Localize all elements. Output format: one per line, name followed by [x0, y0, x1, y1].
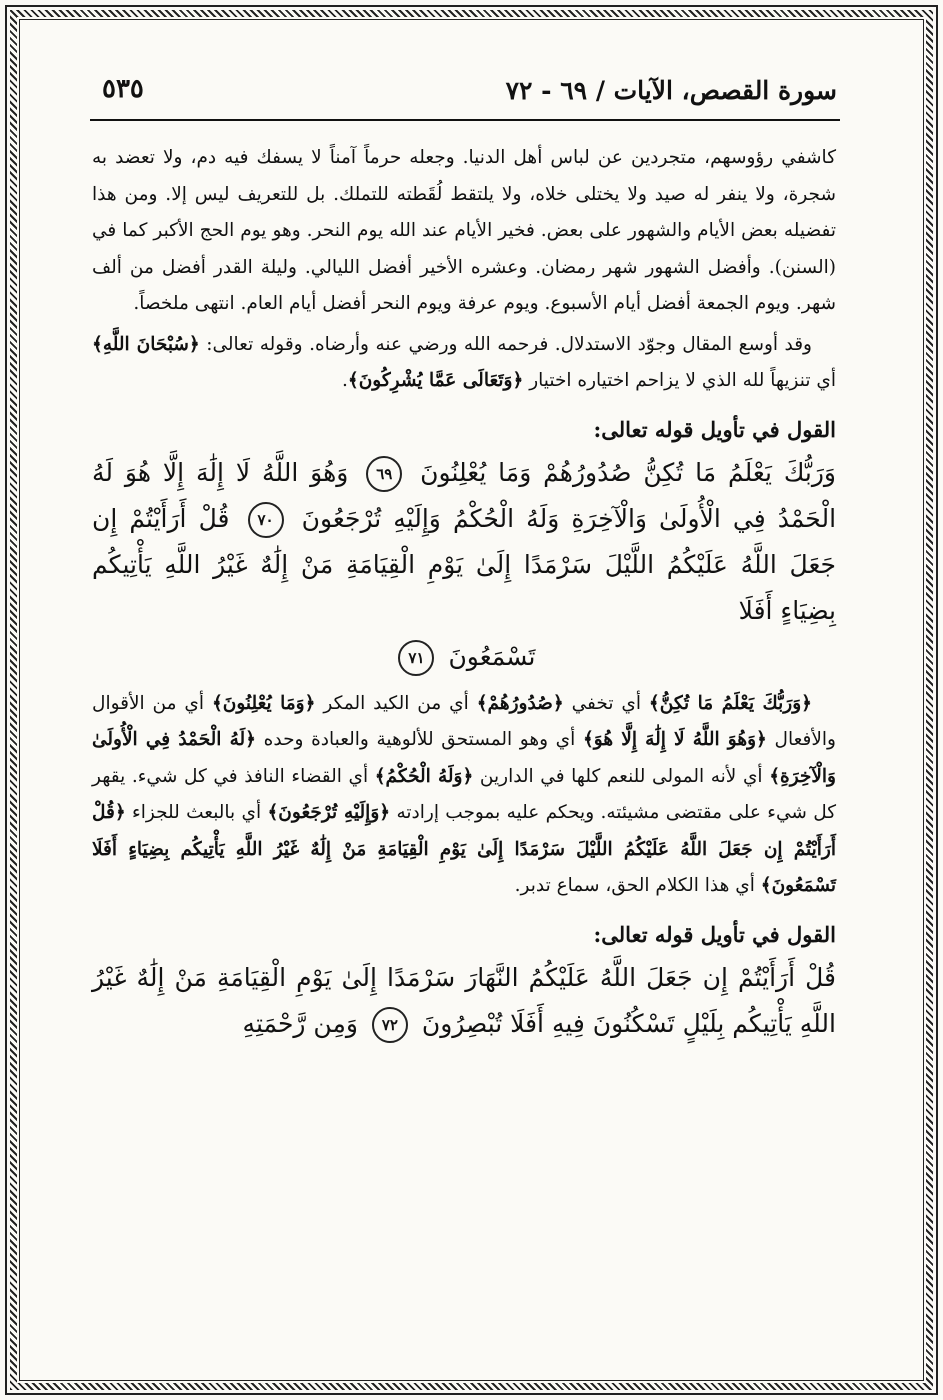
quran-verses-69-71 [92, 450, 836, 634]
quran-quote: ﴿وَمَا يُعْلِنُونَ﴾ [211, 692, 316, 714]
quran-verses-72 [92, 955, 836, 1047]
quran-quote: ﴿وَلَهُ الْحُكْمُ﴾ [374, 765, 474, 787]
tafsir-text: أي من الكيد المكر [323, 692, 469, 714]
quran-quote: ﴿وَرَبُّكَ يَعْلَمُ مَا تُكِنُّ﴾ [648, 692, 813, 714]
running-title: سورة القصص، الآيات / ٦٩ - ٧٢ [505, 76, 837, 105]
paragraph-1: كاشفي رؤوسهم، متجردين عن لباس أهل الدنيا. وجعله حرماً آمناً لا يسفك فيه دم، ولا تعضد به شجرة، ولا ينفر له صيد ولا يختلى خلاه، ولا يلتقط لُقَطته للتملك. بل للتعريف ليس إلا. ومن هذا تفضيله بعض الأيام والشهور على بعض. فخير الأيام عند الله يوم النحر. وهو يوم الحج الأكبر كما في (السنن). وأفضل الشهور شهر رمضان. وعشره الأخير أفضل الليالي. وليلة القدر أفضل من ألف شهر. ويوم الجمعة أفضل أيام الأسبوع. ويوم عرفة ويوم النحر أفضل أيام العام. انتهى ملخصاً. [92, 147, 836, 314]
header-rule [90, 119, 840, 121]
quran-quote: ﴿لَهُ الْحَمْدُ فِي الْأُولَىٰ وَالْآخِرَةِ﴾ [92, 729, 836, 787]
tafsir-text: أي هذا الكلام الحق، سماع تدبر. [514, 875, 755, 896]
tafsir-text: أي تخفي [571, 692, 641, 714]
paragraph-2-text: وقد أوسع المقال وجوّد الاستدلال. فرحمه الله ورضي عنه وأرضاه. وقوله تعالى: [206, 333, 812, 355]
tafsir-paragraph [92, 686, 836, 905]
ayah-number-71: ٧١ [398, 640, 434, 676]
quran-quote: ﴿سُبْحَانَ اللَّهِ﴾ [92, 333, 200, 355]
verse-72-text: قُلْ أَرَأَيْتُمْ إِن جَعَلَ اللَّهُ عَلَيْكُمُ النَّهَارَ سَرْمَدًا إِلَىٰ يَوْمِ الْقِيَامَةِ مَنْ إِلَٰهٌ [136, 962, 836, 992]
ayah-number-72: ٧٢ [372, 1007, 408, 1043]
paragraph-2-end: . [341, 370, 348, 391]
quran-quote: ﴿قُلْ أَرَأَيْتُمْ إِن جَعَلَ اللَّهُ عَلَيْكُمُ اللَّيْلَ سَرْمَدًا إِلَىٰ يَوْمِ الْقِيَامَةِ مَنْ إِلَٰهٌ غَيْرُ اللَّهِ يَأْتِيكُم بِضِيَاءٍ أَفَلَا تَسْمَعُونَ﴾ [92, 802, 836, 896]
paragraph-2 [92, 327, 836, 400]
verse-70-text: وَهُوَ اللَّهُ لَا إِلَٰهَ إِلَّا هُوَ لَهُ الْحَمْدُ فِي الْأُولَىٰ وَالْآخِرَةِ وَلَهُ الْحُكْمُ وَإِلَيْهِ تُرْجَعُونَ [92, 457, 837, 533]
verse-71-last-word: تَسْمَعُونَ [448, 641, 536, 671]
section-heading-1: القول في تأويل قوله تعالى: [593, 416, 836, 442]
paragraph-2-mid: أي تنزيهاً لله الذي لا يزاحم اختياره اختيار [529, 370, 836, 391]
verse-69-text: وَرَبُّكَ يَعْلَمُ مَا تُكِنُّ صُدُورُهُمْ وَمَا يُعْلِنُونَ [420, 457, 836, 487]
tafsir-text: أي وهو المستحق للألوهية والعبادة وحده [263, 729, 576, 750]
tafsir-text: أي بالبعث للجزاء [132, 802, 262, 823]
verse-71-end [92, 634, 836, 680]
quran-quote: ﴿صُدُورُهُمْ﴾ [476, 692, 564, 714]
verse-72-text-2: غَيْرُ اللَّهِ يَأْتِيكُم بِلَيْلٍ تَسْكُنُونَ فِيهِ أَفَلَا تُبْصِرُونَ [92, 962, 836, 1038]
tafsir-text: أي من الأقوال والأفعال [92, 692, 836, 750]
tafsir-text: أي لأنه المولى للنعم كلها في الدارين [479, 765, 763, 787]
page-number: ٥٣٥ [102, 74, 144, 104]
page-body [92, 140, 836, 1047]
verse-73-start: وَمِن رَّحْمَتِهِ [242, 1008, 358, 1038]
ayah-number-70: ٧٠ [248, 502, 284, 538]
quran-quote: ﴿وَإِلَيْهِ تُرْجَعُونَ﴾ [267, 802, 391, 823]
quran-quote: ﴿وَهُوَ اللَّهُ لَا إِلَٰهَ إِلَّا هُوَ﴾ [582, 729, 767, 750]
section-heading-2: القول في تأويل قوله تعالى: [593, 921, 836, 947]
ayah-number-69: ٦٩ [366, 456, 402, 492]
verse-71-text: قُلْ أَرَأَيْتُمْ إِن جَعَلَ اللَّهُ عَلَيْكُمُ اللَّيْلَ سَرْمَدًا إِلَىٰ يَوْمِ الْقِيَامَةِ مَنْ إِلَٰهٌ غَيْرُ اللَّهِ يَأْتِيكُم بِضِيَاءٍ أَفَلَا [92, 503, 836, 625]
quran-quote: ﴿وَتَعَالَى عَمَّا يُشْرِكُونَ﴾ [347, 370, 524, 391]
tafsir-text: أي القضاء النافذ في كل شيء. يقهر كل شيء على مقتضى مشيئته. ويحكم عليه بموجب إرادته [92, 765, 837, 823]
page-header [90, 72, 837, 118]
